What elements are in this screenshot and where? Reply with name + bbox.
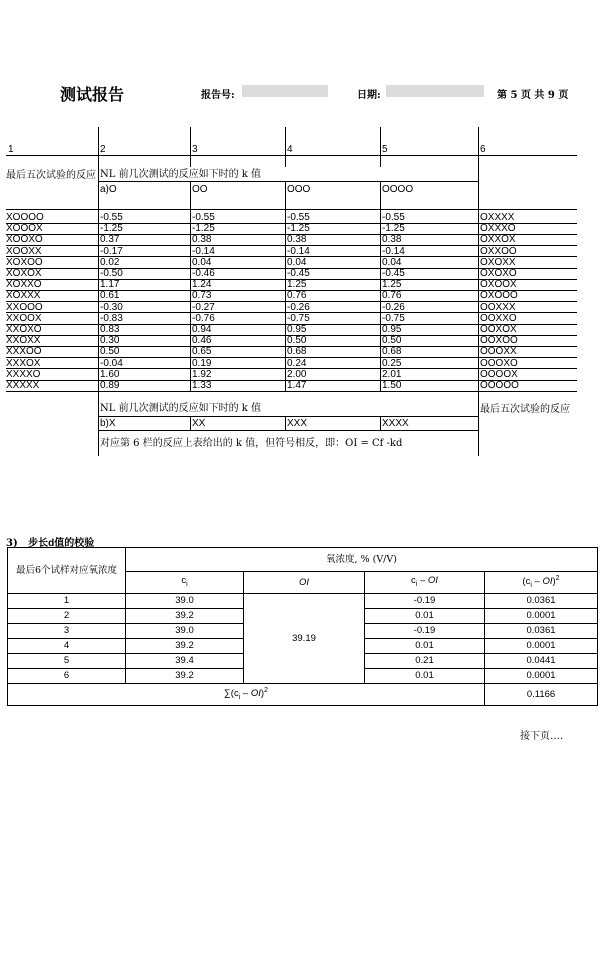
- row-left-response: XOOXO: [6, 234, 43, 246]
- k-value-cell: 0.76: [287, 290, 307, 302]
- ci-value: 39.2: [126, 669, 244, 684]
- k-value-cell: 1.47: [287, 380, 307, 391]
- k-value-cell: -1.25: [192, 223, 215, 235]
- k-value-cell: -0.30: [100, 301, 123, 313]
- sample-index: 1: [8, 594, 126, 609]
- k-value-cell: -0.17: [100, 245, 123, 257]
- k-value-cell: -0.55: [382, 212, 405, 223]
- report-title: 测试报告: [60, 85, 125, 104]
- k-value-cell: 1.25: [382, 279, 402, 291]
- page-indicator: 第 5 页 共 9 页: [497, 90, 569, 101]
- top-subhead: a)O: [100, 184, 117, 195]
- squared-value: 0.0001: [485, 639, 598, 654]
- row-right-response: OOXOO: [480, 335, 518, 347]
- squared-value: 0.0001: [485, 669, 598, 684]
- row-left-response: XOXOX: [6, 268, 42, 279]
- diff-value: 0.01: [365, 639, 485, 654]
- date-label: 日期:: [357, 90, 381, 101]
- row-left-response: XXOXX: [6, 335, 41, 347]
- row-right-response: OXOOO: [480, 290, 518, 302]
- column-divider: [190, 181, 191, 391]
- k-value-cell: 0.50: [100, 346, 120, 358]
- bottom-last-five-label: 最后五次试验的反应: [480, 404, 570, 416]
- column-divider: [380, 127, 381, 167]
- step-verification-table: [7, 547, 598, 706]
- k-value-cell: 0.04: [192, 256, 212, 268]
- sign-note: 对应第 6 栏的反应上表给出的 k 值，但符号相反，即：OI = Cf -kd: [100, 438, 403, 450]
- k-value-cell: -0.83: [100, 312, 123, 324]
- oi-value: 39.19: [244, 594, 365, 684]
- k-value-cell: 0.46: [192, 335, 212, 347]
- row-left-response: XOXXX: [6, 290, 41, 302]
- column-number: 6: [480, 144, 486, 155]
- row-left-response: XOOXX: [6, 245, 42, 257]
- k-value-cell: 1.60: [100, 368, 120, 380]
- sample-index: 5: [8, 654, 126, 669]
- k-value-cell: -0.26: [287, 301, 310, 313]
- diff-value: -0.19: [365, 594, 485, 609]
- k-value-cell: 0.04: [287, 256, 307, 268]
- squared-value: 0.0361: [485, 624, 598, 639]
- top-subhead: OOO: [287, 184, 311, 195]
- k-value-cell: -1.25: [287, 223, 310, 235]
- sum-value: 0.1166: [485, 684, 598, 706]
- sample-index: 3: [8, 624, 126, 639]
- row-left-response: XOOOO: [6, 212, 44, 223]
- k-value-cell: 0.02: [100, 256, 120, 268]
- row-right-response: OXOXO: [480, 268, 517, 279]
- diff-value: 0.21: [365, 654, 485, 669]
- k-value-cell: 1.17: [100, 279, 120, 291]
- k-value-cell: 0.89: [100, 380, 120, 391]
- k-value-cell: -0.04: [100, 357, 123, 369]
- ci-value: 39.0: [126, 624, 244, 639]
- sample-index: 6: [8, 669, 126, 684]
- ci-value: 39.2: [126, 639, 244, 654]
- k-value-cell: 0.95: [382, 324, 402, 335]
- column-divider: [380, 181, 381, 391]
- k-value-cell: -1.25: [382, 223, 405, 235]
- k-value-cell: 0.50: [382, 335, 402, 347]
- k-value-cell: 2.00: [287, 368, 307, 380]
- row-right-response: OOOOO: [480, 380, 519, 391]
- row-right-response: OOXXX: [480, 301, 516, 313]
- sum-label: $\sum(c_i - OI)^2$: [8, 684, 485, 706]
- sample-index: 4: [8, 639, 126, 654]
- k-value-cell: -0.14: [382, 245, 405, 257]
- k-value-cell: -0.55: [100, 212, 123, 223]
- k-value-cell: 0.25: [382, 357, 402, 369]
- row-left-response: XOOOX: [6, 223, 43, 235]
- k-value-cell: -0.50: [100, 268, 123, 279]
- row-left-response: XXOOO: [6, 301, 43, 313]
- k-value-cell: -0.55: [287, 212, 310, 223]
- column-divider: [190, 416, 191, 430]
- squared-value: 0.0441: [485, 654, 598, 669]
- row-right-response: OOXXO: [480, 312, 517, 324]
- k-value-cell: 0.76: [382, 290, 402, 302]
- k-value-cell: -0.27: [192, 301, 215, 313]
- date-redacted: [386, 85, 484, 97]
- row-divider: [6, 155, 577, 156]
- col-head-oi: OI: [244, 572, 365, 594]
- k-value-cell: -0.75: [287, 312, 310, 324]
- row-left-response: XOXOO: [6, 256, 43, 268]
- k-value-cell: 1.50: [382, 380, 402, 391]
- k-value-cell: 0.38: [382, 234, 402, 246]
- k-value-cell: -0.46: [192, 268, 215, 279]
- bottom-subhead: XXX: [287, 418, 308, 430]
- row-right-response: OOOXO: [480, 357, 518, 369]
- k-value-cell: -0.14: [287, 245, 310, 257]
- column-divider: [285, 416, 286, 430]
- column-divider: [380, 416, 381, 430]
- k-value-cell: -0.45: [382, 268, 405, 279]
- column-number: 4: [287, 144, 293, 155]
- k-value-cell: 0.04: [382, 256, 402, 268]
- header-bottom-divider: [6, 209, 577, 210]
- k-value-cell: 0.30: [100, 335, 120, 347]
- bottom-subhead: XX: [192, 418, 206, 430]
- k-value-cell: -0.75: [382, 312, 405, 324]
- k-value-cell: 0.94: [192, 324, 212, 335]
- ci-value: 39.2: [126, 609, 244, 624]
- k-value-cell: 0.61: [100, 290, 120, 302]
- k-value-cell: 0.38: [192, 234, 212, 246]
- k-value-cell: 0.19: [192, 357, 212, 369]
- k-value-cell: -0.14: [192, 245, 215, 257]
- col-head-diff: $c_i$ – OI: [365, 572, 485, 594]
- column-divider: [98, 127, 99, 456]
- col-head-sq: $(c_i - OI)^2$: [485, 572, 598, 594]
- k-value-cell: 1.24: [192, 279, 212, 291]
- bottom-subhead-bottom: [98, 430, 478, 431]
- bottom-subhead: XXXX: [382, 418, 409, 430]
- row-left-response: XXOOX: [6, 312, 42, 324]
- k-value-cell: 0.37: [100, 234, 120, 246]
- k-value-cell: 0.24: [287, 357, 307, 369]
- k-value-cell: 0.38: [287, 234, 307, 246]
- k-value-cell: 1.92: [192, 368, 212, 380]
- column-divider: [285, 127, 286, 167]
- k-value-cell: 0.68: [382, 346, 402, 358]
- column-divider: [478, 127, 479, 456]
- column-number: 1: [8, 144, 14, 155]
- column-divider: [190, 127, 191, 167]
- data-bottom-divider: [6, 391, 577, 392]
- column-divider: [285, 181, 286, 391]
- squared-value: 0.0361: [485, 594, 598, 609]
- ci-value: 39.0: [126, 594, 244, 609]
- k-value-cell: -0.45: [287, 268, 310, 279]
- diff-value: 0.01: [365, 609, 485, 624]
- sample-index: 2: [8, 609, 126, 624]
- top-subhead: OO: [192, 184, 208, 195]
- row-left-response: XXXXX: [6, 380, 40, 391]
- k-value-cell: 1.25: [287, 279, 307, 291]
- ci-value: 39.4: [126, 654, 244, 669]
- row-right-response: OOOOX: [480, 368, 518, 380]
- k-value-cell: -1.25: [100, 223, 123, 235]
- column-number: 3: [192, 144, 198, 155]
- column-number: 5: [382, 144, 388, 155]
- k-value-cell: 0.95: [287, 324, 307, 335]
- bottom-description: NL 前几次测试的反应如下时的 k 值: [100, 403, 261, 415]
- report-number-label: 报告号:: [201, 90, 235, 101]
- top-subhead: OOOO: [382, 184, 414, 195]
- column-number: 2: [100, 144, 106, 155]
- k-value-cell: 2.01: [382, 368, 402, 380]
- row-right-response: OXXXO: [480, 223, 516, 235]
- k-value-cell: 0.83: [100, 324, 120, 335]
- bottom-subhead-top: [98, 416, 478, 417]
- report-number-redacted: [242, 85, 328, 97]
- row-left-response: XXXOO: [6, 346, 42, 358]
- table-row: [8, 594, 598, 609]
- k-value-cell: -0.55: [192, 212, 215, 223]
- k-value-cell: 1.33: [192, 380, 212, 391]
- diff-value: 0.01: [365, 669, 485, 684]
- subhead-divider: [98, 181, 478, 182]
- row-right-response: OXXXX: [480, 212, 515, 223]
- squared-value: 0.0001: [485, 609, 598, 624]
- row-right-response: OXOOX: [480, 279, 517, 291]
- row-right-response: OXXOO: [480, 245, 517, 257]
- k-value-cell: -0.76: [192, 312, 215, 324]
- row-left-response: XXOXO: [6, 324, 42, 335]
- col-head-ci: $c_i$: [126, 572, 244, 594]
- k-value-cell: 0.73: [192, 290, 212, 302]
- k-value-cell: 0.50: [287, 335, 307, 347]
- section-3-title: 3) 步长d值的校验: [6, 538, 95, 549]
- row-left-response: XXXOX: [6, 357, 41, 369]
- k-value-cell: 0.65: [192, 346, 212, 358]
- row-left-response: XXXXO: [6, 368, 41, 380]
- k-value-cell: -0.26: [382, 301, 405, 313]
- last-six-header: 最后6个试样对应氧浓度: [8, 548, 126, 594]
- bottom-subhead: b)X: [100, 418, 116, 430]
- diff-value: -0.19: [365, 624, 485, 639]
- last-five-trials-label: 最后五次试验的反应: [6, 170, 96, 181]
- row-left-response: XOXXO: [6, 279, 42, 291]
- k-value-cell: 0.68: [287, 346, 307, 358]
- top-description: NL 前几次测试的反应如下时的 k 值: [100, 169, 261, 180]
- oxygen-group-header: 氧浓度, % (V/V): [126, 548, 598, 572]
- row-right-response: OOXOX: [480, 324, 517, 335]
- row-right-response: OOOXX: [480, 346, 517, 358]
- row-right-response: OXOXX: [480, 256, 516, 268]
- continued-next-page: 接下页….: [520, 731, 564, 742]
- row-right-response: OXXOX: [480, 234, 516, 246]
